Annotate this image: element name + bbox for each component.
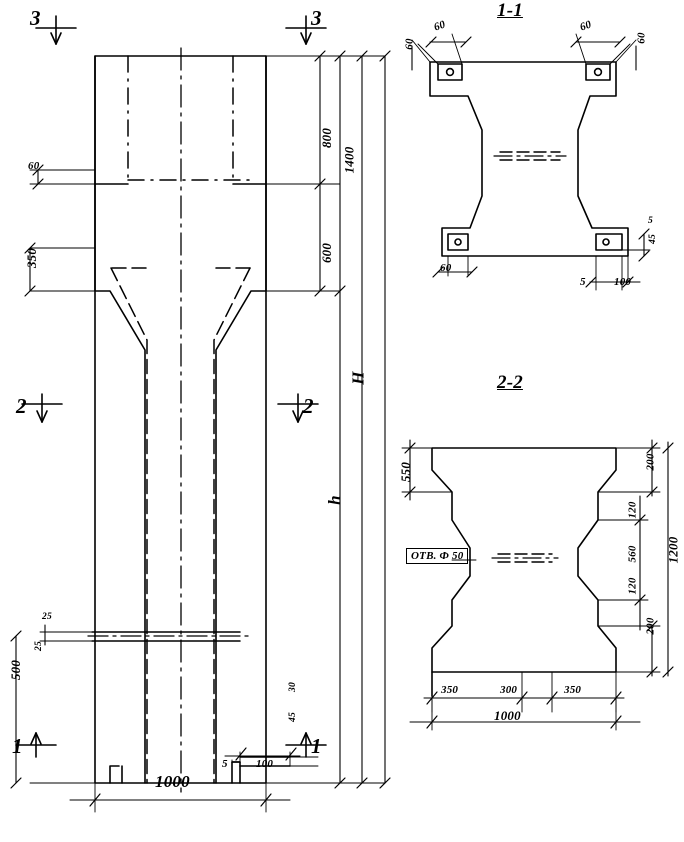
dim-1200: 1200 bbox=[665, 536, 681, 564]
dim-200-bot: 200 bbox=[644, 617, 657, 635]
dim-60-s1-c: 60 bbox=[578, 18, 594, 34]
section-2-2-geometry bbox=[432, 448, 616, 696]
dim-5b-s1: 5 bbox=[648, 216, 653, 226]
dim-100-elevation: 100 bbox=[256, 758, 274, 770]
dim-1000-elevation: 1000 bbox=[155, 772, 190, 791]
dim-350: 350 bbox=[24, 247, 40, 269]
dim-300: 300 bbox=[500, 684, 518, 696]
dim-560: 560 bbox=[626, 545, 639, 563]
section-mark-3-right: 3 bbox=[311, 6, 322, 30]
dim-60-s1-e: 60 bbox=[440, 262, 452, 274]
dim-120-bot: 120 bbox=[626, 577, 639, 595]
note-hole-d50: ОТВ. Ф 50 bbox=[406, 548, 468, 564]
dim-5-s1: 5 bbox=[580, 276, 586, 288]
dim-500: 500 bbox=[8, 659, 24, 681]
dim-25-a: 25 bbox=[42, 612, 52, 622]
dim-25-b: 25 bbox=[33, 641, 44, 651]
dim-1400: 1400 bbox=[341, 146, 357, 174]
dim-60-s1-b: 60 bbox=[403, 38, 416, 50]
dim-5-elevation: 5 bbox=[222, 758, 228, 770]
dim-350-left: 350 bbox=[441, 684, 459, 696]
section-mark-3-left: 3 bbox=[30, 6, 41, 30]
section-mark-1-right: 1 bbox=[311, 734, 322, 758]
title-section-2-2: 2-2 bbox=[497, 372, 523, 393]
dim-1000-s2: 1000 bbox=[494, 708, 521, 723]
dim-H: H bbox=[348, 371, 368, 385]
dim-800: 800 bbox=[319, 127, 335, 149]
section-mark-2-left: 2 bbox=[16, 394, 27, 418]
dim-60-s1-a: 60 bbox=[432, 18, 448, 34]
dim-550: 550 bbox=[398, 461, 414, 483]
title-section-1-1: 1-1 bbox=[497, 0, 523, 21]
section-mark-2-right: 2 bbox=[303, 394, 314, 418]
dim-h: h bbox=[324, 495, 344, 505]
dim-30: 30 bbox=[287, 682, 298, 692]
dim-60-elevation: 60 bbox=[28, 160, 40, 172]
dim-45-elevation: 45 bbox=[287, 712, 298, 722]
dim-60-s1-d: 60 bbox=[635, 32, 648, 44]
section-mark-1-left: 1 bbox=[12, 734, 23, 758]
dim-200-top: 200 bbox=[644, 453, 657, 471]
dim-350-right: 350 bbox=[564, 684, 582, 696]
dim-45-s1: 45 bbox=[647, 234, 658, 244]
dim-600: 600 bbox=[319, 242, 335, 264]
dim-120-top: 120 bbox=[626, 501, 639, 519]
dim-100-s1: 100 bbox=[614, 276, 632, 288]
section-1-1-geometry bbox=[430, 62, 628, 256]
